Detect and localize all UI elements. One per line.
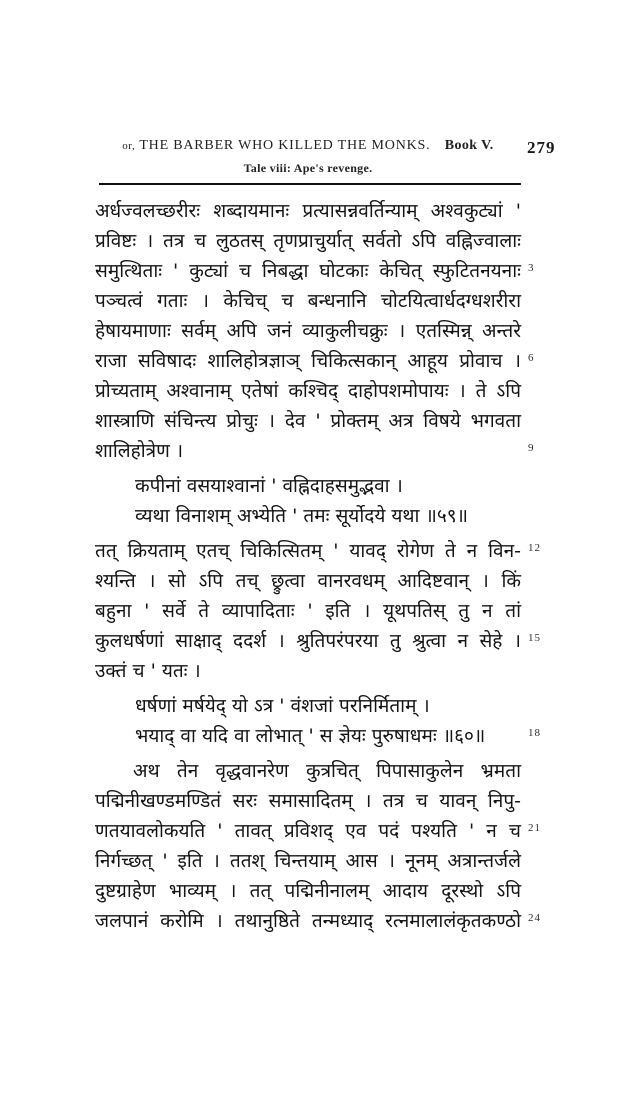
line-text: कुलधर्षणां साक्षाद् ददर्श । श्रुतिपरंपरया तु श्रुत्वा न सेहे । [95,630,521,652]
text-line [95,626,541,656]
line-text: अर्धज्वलच्छरीरः शब्दायमानः प्रत्यासन्नवर्तिन्याम् अश्वकुट्यां ' [95,200,521,222]
text-line [95,566,521,596]
line-text: समुत्थिताः ' कुट्यां च निबद्धा घोटकाः केचित् स्फुटितनयनाः [95,260,521,282]
text-line [95,756,521,786]
line-text: जलपानं करोमि । तथानुष्ठिते तन्मध्याद् रत्नमालालंकृतकण्ठो [95,910,521,932]
line-text: उक्तं च ' यतः । [95,660,201,682]
line-text: शालिहोत्रेण । [95,440,184,462]
book-label: Book V. [444,138,494,153]
line-text: तत् क्रियताम् एतच् चिकित्सितम् ' यावद् रोगेण ते न विन- [95,540,521,562]
line-text: निर्गच्छत् ' इति । ततश् चिन्तयाम् आस । नूनम् अत्रान्तर्जले [95,850,521,872]
line-text: व्यथा विनाशम् अभ्येति ' तमः सूर्योदये यथा ॥५९॥ [135,505,469,527]
text-line [95,226,521,256]
text-line [95,656,521,686]
text-line [95,256,535,286]
tale-caption: Tale viii: Ape's revenge. [243,161,373,175]
text-line [95,316,521,346]
line-text: शास्त्राणि संचिन्त्य प्रोचुः । देव ' प्रोक्तम् अत्र विषये भगवता [95,410,521,432]
prose-block [95,536,541,686]
line-number: 18 [528,727,541,739]
page-header [95,138,556,185]
line-number: 24 [528,912,541,924]
text-line [95,876,521,906]
prose-block [95,196,535,466]
line-text: णतयावलोकयति ' तावत् प्रविशद् एव पदं पश्यति ' न च [95,820,521,842]
line-number: 6 [528,352,535,364]
running-head-prefix: or, [122,140,136,152]
text-line [95,596,521,626]
text-line [95,816,541,846]
page-content [95,138,556,936]
line-text: हेषायमाणाः सर्वम् अपि जनं व्याकुलीचक्रुः । एतस्मिन्न् अन्तरे [95,320,521,342]
line-text: दुष्टग्राहेण भाव्यम् । तत् पद्मिनीनालम् आदाय दूरस्थो ऽपि [95,880,521,902]
line-number: 9 [528,442,535,454]
line-number: 15 [528,632,541,644]
text-line [95,376,521,406]
page-number: 279 [527,138,556,157]
line-text: प्रोच्यताम् अश्वानाम् एतेषां कश्चिद् दाहोपशमोपायः । ते ऽपि [95,380,521,402]
text-body [95,196,541,936]
text-line [95,906,541,936]
text-line [135,721,541,751]
text-line [95,196,521,226]
line-text: कपीनां वसयाश्वानां ' वह्निदाहसमुद्भवा । [135,475,403,497]
line-text: अथ तेन वृद्धवानरेण कुत्रचित् पिपासाकुलेन भ्रमता [133,760,521,782]
running-head-title: THE BARBER WHO KILLED THE MONKS. [139,138,431,153]
line-text: पद्मिनीखण्डमण्डितं सरः समासादितम् । तत्र च यावन् निपु- [95,790,521,812]
prose-block [95,756,541,936]
line-text: धर्षणां मर्षयेद् यो ऽत्र ' वंशजां परनिर्मिताम् । [135,695,430,717]
text-line [135,501,521,531]
text-line [95,406,521,436]
text-line [95,536,541,566]
line-text: भयाद् वा यदि वा लोभात् ' स ज्ञेयः पुरुषाधमः ॥६०॥ [135,725,486,747]
text-line [95,786,521,816]
text-line [95,286,521,316]
verse-block [95,691,541,751]
text-line [95,436,535,466]
text-line [135,691,521,721]
text-line [95,846,521,876]
line-text: पञ्चत्वं गताः । केचिच् च बन्धनानि चोटयित्वार्धदग्धशरीरा [95,290,521,312]
text-line [135,471,521,501]
running-head [95,138,556,157]
header-rule [99,183,521,185]
line-text: राजा सविषादः शालिहोत्रज्ञाञ् चिकित्सकान् आहूय प्रोवाच । [95,350,521,372]
text-line [95,346,535,376]
line-text: श्यन्ति । सो ऽपि तच् छ्रुत्वा वानरवधम् आदिष्टवान् । किं [95,570,521,592]
line-number: 21 [528,822,541,834]
line-number: 12 [528,542,541,554]
line-text: प्रविष्टः । तत्र च लुठतस् तृणप्राचुर्यात् सर्वतो ऽपि वह्निज्वालाः [95,230,521,252]
line-number: 3 [528,262,535,274]
line-text: बहुना ' सर्वे ते व्यापादिताः ' इति । यूथपतिस् तु न तां [95,600,521,622]
verse-block [95,471,521,531]
